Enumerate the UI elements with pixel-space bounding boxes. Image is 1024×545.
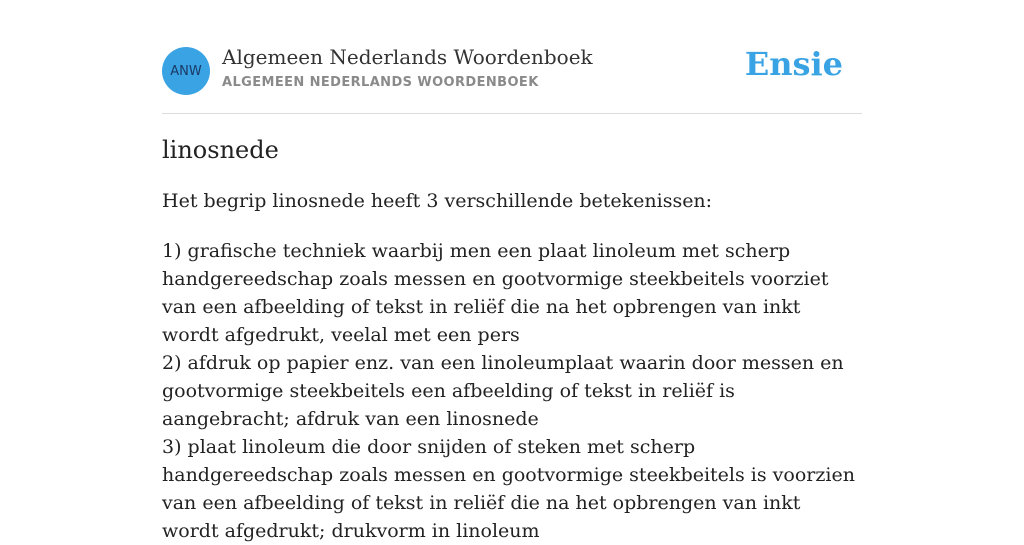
entry-title: linosnede (162, 136, 279, 164)
meanings-list (162, 237, 862, 545)
meaning-3: 3) plaat linoleum die door snijden of steken met scherp handgereedschap zoals messen en gootvormige steekbeitels is voorzien van een afbeelding of tekst in reliëf die na het opbrengen van inkt wordt afgedrukt; drukvorm in linoleum (162, 436, 855, 542)
site-title[interactable]: Algemeen Nederlands Woordenboek (222, 45, 593, 69)
entry-intro: Het begrip linosnede heeft 3 verschillende betekenissen: (162, 190, 713, 212)
meaning-1: 1) grafische techniek waarbij men een plaat linoleum met scherp handgereedschap zoals messen en gootvormige steekbeitels voorziet van een afbeelding of tekst in reliëf die na het opbrengen van inkt wordt afgedrukt, veelal met een pers (162, 240, 829, 346)
logo-text: ANW (170, 63, 202, 79)
site-subtitle: ALGEMEEN NEDERLANDS WOORDENBOEK (222, 75, 539, 90)
header (162, 0, 862, 114)
page (162, 0, 862, 542)
ensie-brand-link[interactable]: Ensie (744, 45, 843, 83)
anw-logo[interactable] (162, 47, 210, 95)
meaning-2: 2) afdruk op papier enz. van een linoleumplaat waarin door messen en gootvormige steekbeitels een afbeelding of tekst in reliëf is aangebracht; afdruk van een linosnede (162, 352, 844, 430)
